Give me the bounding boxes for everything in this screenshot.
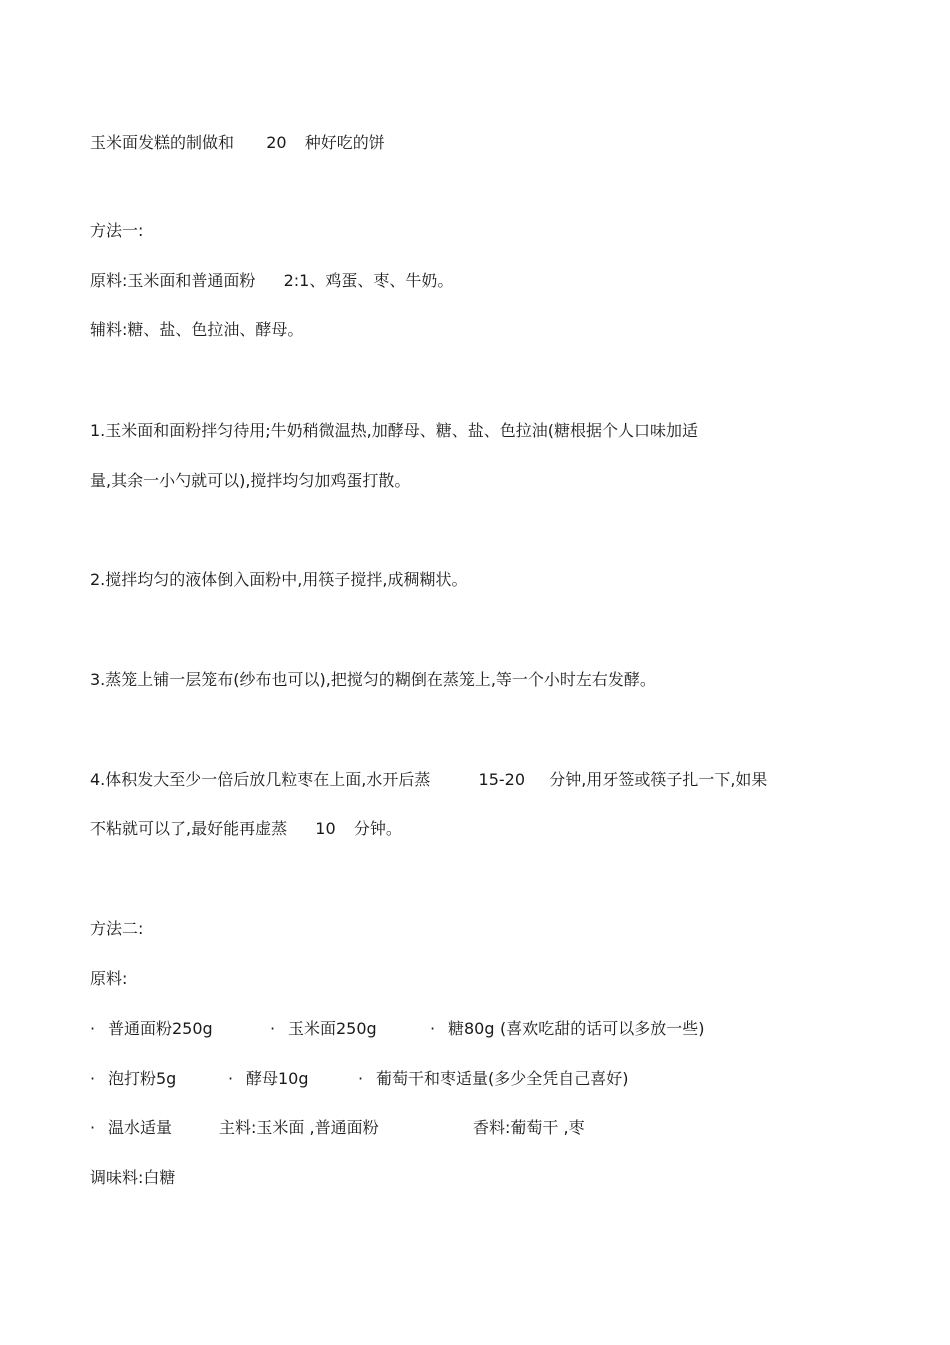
method1-heading: 方法一: — [90, 221, 144, 240]
ingredient-sugar: 糖80g — [448, 1019, 495, 1038]
method1-step4-b: 15-20 — [478, 770, 526, 789]
method2-ingredient-row-1 — [90, 1019, 850, 1039]
method2-ingredient-row-2 — [90, 1069, 850, 1089]
bullet-icon: · — [90, 1118, 96, 1137]
method2-heading: 方法二: — [90, 919, 144, 938]
method1-step4-line2 — [90, 819, 402, 839]
method1-step1-line2: 量,其余一小勺就可以),搅拌均匀加鸡蛋打散。 — [90, 471, 411, 490]
ingredient-yeast: 酵母10g — [246, 1069, 309, 1088]
bullet-icon: · — [228, 1069, 234, 1088]
title-part-3: 种好吃的饼 — [304, 133, 385, 152]
ingredient-baking-soda: 泡打粉5g — [108, 1069, 177, 1088]
ingredient-sugar-note: (喜欢吃甜的话可以多放一些) — [500, 1019, 705, 1038]
method1-step4-line2-c: 分钟。 — [353, 819, 402, 838]
ingredient-raisins-dates: 葡萄干和枣适量(多少全凭自己喜好) — [376, 1069, 629, 1088]
method2-ingredient-row-3 — [90, 1118, 850, 1138]
title-number: 20 — [266, 133, 287, 152]
ingredient-warm-water: 温水适量 — [108, 1118, 173, 1137]
ingredient-flour: 普通面粉250g — [108, 1019, 213, 1038]
main-ingredients: 主料:玉米面 ,普通面粉 — [219, 1118, 379, 1137]
bullet-icon: · — [270, 1019, 276, 1038]
method1-step4-line2-b: 10 — [315, 819, 336, 838]
method1-ingredients-b: 2:1、鸡蛋、枣、牛奶。 — [283, 271, 454, 290]
ingredient-cornmeal: 玉米面250g — [288, 1019, 377, 1038]
bullet-icon: · — [430, 1019, 436, 1038]
method1-step1-line1: 1.玉米面和面粉拌匀待用;牛奶稍微温热,加酵母、糖、盐、色拉油(糖根据个人口味加适 — [90, 421, 698, 440]
method1-step3: 3.蒸笼上铺一层笼布(纱布也可以),把搅匀的糊倒在蒸笼上,等一个小时左右发酵。 — [90, 670, 656, 689]
title-part-1: 玉米面发糕的制做和 — [90, 133, 235, 152]
method1-step4-c: 分钟,用牙签或筷子扎一下,如果 — [549, 770, 768, 789]
method2-seasoning: 调味料:白糖 — [90, 1168, 176, 1187]
method1-step4-line1 — [90, 770, 767, 790]
method1-step2: 2.搅拌均匀的液体倒入面粉中,用筷子搅拌,成稠糊状。 — [90, 570, 468, 589]
bullet-icon: · — [90, 1019, 96, 1038]
method1-step4-a: 4.体积发大至少一倍后放几粒枣在上面,水开后蒸 — [90, 770, 431, 789]
document-title — [90, 133, 385, 153]
bullet-icon: · — [358, 1069, 364, 1088]
method2-ingredients-label: 原料: — [90, 969, 128, 988]
method1-ingredients-a: 原料:玉米面和普通面粉 — [90, 271, 256, 290]
method1-auxiliary: 辅料:糖、盐、色拉油、酵母。 — [90, 320, 304, 339]
flavor-ingredients: 香料:葡萄干 ,枣 — [473, 1118, 585, 1137]
bullet-icon: · — [90, 1069, 96, 1088]
method1-step4-line2-a: 不粘就可以了,最好能再虚蒸 — [90, 819, 288, 838]
method1-ingredients — [90, 271, 453, 291]
